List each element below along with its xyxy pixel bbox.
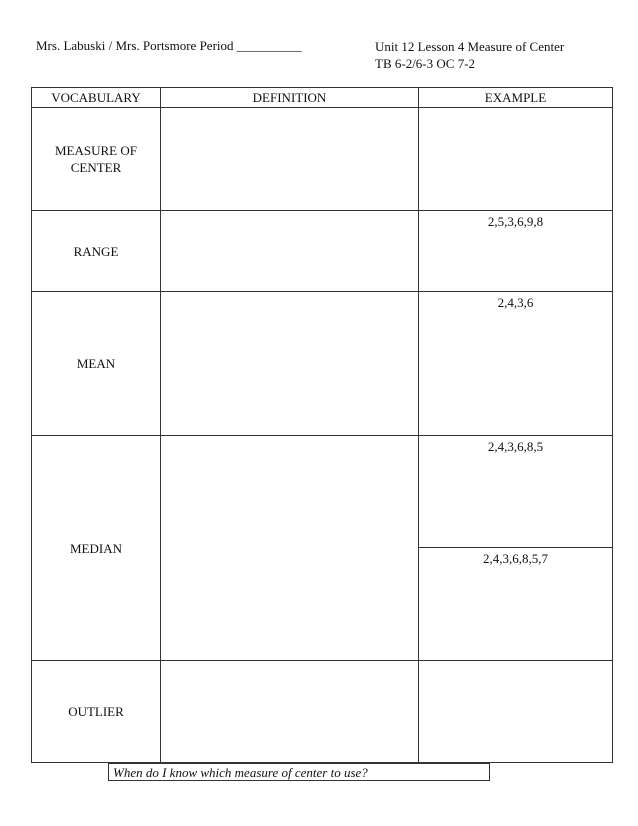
column-header-example: EXAMPLE <box>419 88 613 108</box>
lesson-header <box>375 38 564 72</box>
table-row-median <box>32 436 613 661</box>
term-label-line2: CENTER <box>70 160 122 175</box>
term-label: MEAN <box>76 356 116 371</box>
term-label-line1: MEASURE OF <box>55 143 137 158</box>
example-cell-median <box>419 436 613 661</box>
definition-cell-range[interactable] <box>161 211 419 292</box>
lesson-code: TB 6-2/6-3 OC 7-2 <box>375 56 476 71</box>
table-row-outlier <box>32 661 613 763</box>
term-label: MEDIAN <box>70 540 122 556</box>
table-header-row <box>32 88 613 108</box>
lesson-title: Unit 12 Lesson 4 Measure of Center <box>375 39 565 54</box>
example-data-set: 2,4,3,6,8,5 <box>487 439 544 454</box>
example-data-set: 2,4,3,6 <box>497 295 534 310</box>
term-cell-range <box>32 211 161 292</box>
term-cell-measure-of-center <box>32 108 161 211</box>
example-data-set: 2,4,3,6,8,5,7 <box>483 551 548 566</box>
example-cell-measure-of-center[interactable] <box>419 108 613 211</box>
column-header-vocabulary: VOCABULARY <box>32 88 161 108</box>
example-data-set: 2,5,3,6,9,8 <box>487 214 544 229</box>
term-label: OUTLIER <box>68 704 124 719</box>
term-cell-median <box>32 436 161 661</box>
example-cell-range[interactable] <box>419 211 613 292</box>
term-cell-mean <box>32 292 161 436</box>
teacher-period-line: Mrs. Labuski / Mrs. Portsmore Period __________ <box>36 38 302 53</box>
term-label: RANGE <box>73 243 119 259</box>
vocabulary-table <box>31 87 613 763</box>
term-cell-outlier <box>32 661 161 763</box>
example-subcell-even[interactable] <box>419 436 612 548</box>
table-row-range <box>32 211 613 292</box>
example-cell-mean[interactable] <box>419 292 613 436</box>
definition-cell-outlier[interactable] <box>161 661 419 763</box>
column-header-definition: DEFINITION <box>161 88 419 108</box>
definition-cell-measure-of-center[interactable] <box>161 108 419 211</box>
definition-cell-mean[interactable] <box>161 292 419 436</box>
reflection-question: When do I know which measure of center to use? <box>108 763 490 781</box>
table-row-measure-of-center <box>32 108 613 211</box>
example-cell-outlier[interactable] <box>419 661 613 763</box>
example-subcell-odd[interactable] <box>419 548 612 567</box>
table-row-mean <box>32 292 613 436</box>
definition-cell-median[interactable] <box>161 436 419 661</box>
